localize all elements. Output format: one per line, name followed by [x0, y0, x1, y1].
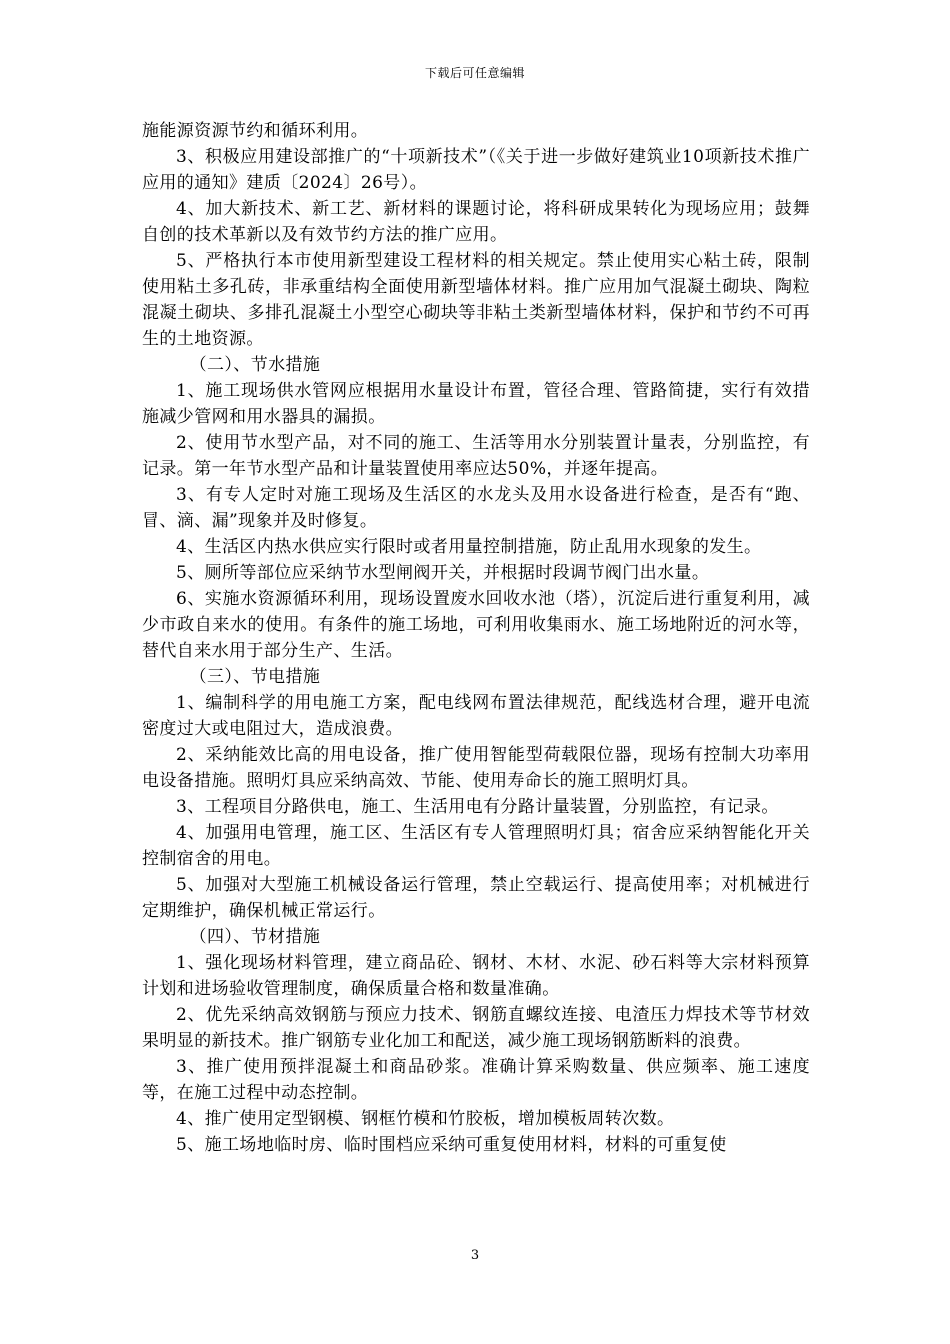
paragraph: 5、加强对大型施工机械设备运行管理，禁止空载运行、提高使用率；对机械进行定期维护，确保机械正常运行。 — [142, 875, 810, 921]
paragraph: 4、加强用电管理，施工区、生活区有专人管理照明灯具；宿舍应采纳智能化开关控制宿舍的用电。 — [142, 823, 810, 869]
paragraph: 3、工程项目分路供电，施工、生活用电有分路计量装置，分别监控，有记录。 — [176, 797, 779, 817]
page-number: 3 — [470, 1248, 480, 1263]
page-header: 下载后可任意编辑 — [424, 66, 525, 80]
document-body — [142, 118, 810, 1158]
paragraph: 6、实施水资源循环利用，现场设置废水回收水池（塔），沉淀后进行重复利用，减少市政自来水的使用。有条件的施工场地，可利用收集雨水、施工场地附近的河水等，替代自来水用于部分生产、生活。 — [142, 589, 810, 661]
paragraph: 1、强化现场材料管理，建立商品砼、钢材、木材、水泥、砂石料等大宗材料预算计划和进场验收管理制度，确保质量合格和数量准确。 — [142, 953, 810, 999]
paragraph: 1、施工现场供水管网应根据用水量设计布置，管径合理、管路简捷，实行有效措施减少管网和用水器具的漏损。 — [142, 381, 810, 427]
paragraph: 3、推广使用预拌混凝土和商品砂浆。准确计算采购数量、供应频率、施工速度等，在施工过程中动态控制。 — [142, 1057, 810, 1103]
paragraph: 2、优先采纳高效钢筋与预应力技术、钢筋直螺纹连接、电渣压力焊技术等节材效果明显的新技术。推广钢筋专业化加工和配送，减少施工现场钢筋断料的浪费。 — [142, 1005, 810, 1051]
paragraph: 3、积极应用建设部推广的“十项新技术”（《关于进一步做好建筑业10项新技术推广应用的通知》建质〔2024〕26号）。 — [142, 147, 810, 193]
paragraph: 2、采纳能效比高的用电设备，推广使用智能型荷载限位器，现场有控制大功率用电设备措施。照明灯具应采纳高效、节能、使用寿命长的施工照明灯具。 — [142, 745, 810, 791]
section-heading: （二）、节水措施 — [189, 355, 321, 375]
paragraph: 施能源资源节约和循环利用。 — [142, 121, 369, 141]
paragraph: 4、生活区内热水供应实行限时或者用量控制措施，防止乱用水现象的发生。 — [176, 537, 762, 557]
paragraph: 1、编制科学的用电施工方案，配电线网布置法律规范，配线选材合理，避开电流密度过大或电阻过大，造成浪费。 — [142, 693, 810, 739]
paragraph: 2、使用节水型产品，对不同的施工、生活等用水分别装置计量表，分别监控，有记录。第一年节水型产品和计量装置使用率应达50%，并逐年提高。 — [142, 433, 810, 479]
paragraph: 5、厕所等部位应采纳节水型闸阀开关，并根据时段调节阀门出水量。 — [176, 563, 710, 583]
paragraph: 4、加大新技术、新工艺、新材料的课题讨论，将科研成果转化为现场应用；鼓舞自创的技术革新以及有效节约方法的推广应用。 — [142, 199, 810, 245]
section-heading: （四）、节材措施 — [189, 927, 321, 947]
paragraph: 5、严格执行本市使用新型建设工程材料的相关规定。禁止使用实心粘土砖，限制使用粘土多孔砖，非承重结构全面使用新型墙体材料。推广应用加气混凝土砌块、陶粒混凝土砌块、多排孔混凝土小型空心砌块等非粘土类新型墙体材料，保护和节约不可再生的土地资源。 — [142, 251, 810, 349]
paragraph: 3、有专人定时对施工现场及生活区的水龙头及用水设备进行检查，是否有“跑、冒、滴、漏”现象并及时修复。 — [142, 485, 810, 531]
paragraph: 5、施工场地临时房、临时围档应采纳可重复使用材料，材料的可重复使 — [176, 1135, 727, 1155]
paragraph: 4、推广使用定型钢模、钢框竹模和竹胶板，增加模板周转次数。 — [176, 1109, 675, 1129]
section-heading: （三）、节电措施 — [189, 667, 321, 687]
